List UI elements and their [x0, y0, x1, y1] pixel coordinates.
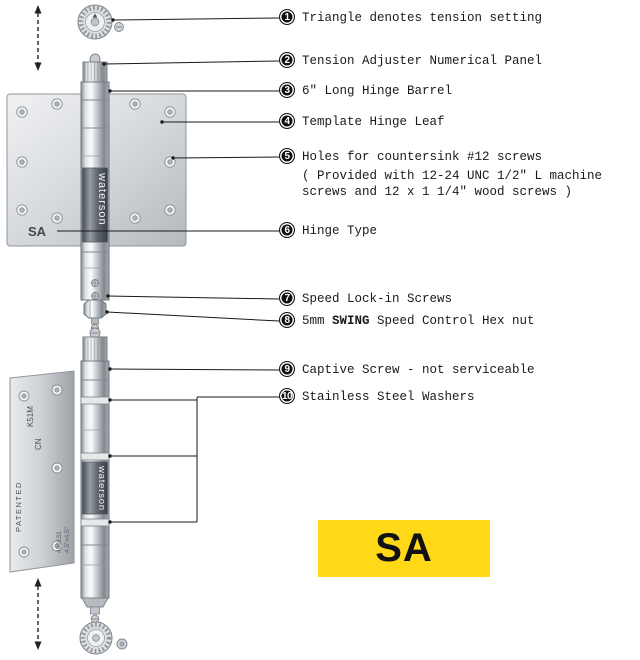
callout-7-label: Speed Lock-in Screws	[302, 292, 453, 306]
callout-2-label: Tension Adjuster Numerical Panel	[302, 54, 543, 68]
brand-logo-top: waterson	[96, 173, 108, 226]
callout-1-number: 1	[279, 9, 295, 25]
callout-8	[279, 312, 535, 331]
callout-6-number: 6	[279, 222, 295, 238]
hex-nut	[84, 300, 106, 318]
callout-2-number: 2	[279, 52, 295, 68]
top-hinge-barrel	[81, 54, 109, 332]
callout-4-number: 4	[279, 113, 295, 129]
callout-8-number: 8	[279, 312, 295, 328]
callout-9-number: 9	[279, 361, 295, 377]
patented-text: PATENTED	[14, 481, 23, 532]
callout-7-number: 7	[279, 290, 295, 306]
hinge-type-marking: SA	[28, 224, 47, 239]
callout-2	[279, 52, 542, 71]
callout-9-label: Captive Screw - not serviceable	[302, 363, 535, 377]
callout-5-number: 5	[279, 148, 295, 164]
cert-text: 409131	[56, 531, 63, 553]
bottom-hinge-barrel	[81, 328, 109, 623]
tension-knob-top	[78, 5, 124, 39]
origin-text: CN	[34, 438, 43, 450]
callout-8-label: 5mm SWING Speed Control Hex nut	[302, 314, 535, 328]
bottom-hinge-leaf	[10, 371, 74, 572]
callout-5	[279, 148, 602, 200]
callout-6-label: Hinge Type	[302, 224, 378, 238]
callout-4	[279, 113, 445, 132]
callout-5-label: Holes for countersink #12 screws	[302, 150, 543, 164]
model-badge: SA	[318, 520, 490, 577]
callout-3-number: 3	[279, 82, 295, 98]
callout-10-label: Stainless Steel Washers	[302, 390, 475, 404]
callout-3	[279, 82, 452, 101]
callout-1-label: Triangle denotes tension setting	[302, 11, 543, 25]
model-text: K51M	[26, 406, 35, 427]
height-arrow-top	[35, 5, 42, 71]
callout-10-number: 10	[279, 388, 295, 404]
callout-5-note: ( Provided with 12-24 UNC 1/2" L machine screws and 12 x 1 1/4" wood screws )	[302, 169, 603, 199]
brand-logo-bottom: waterson	[96, 466, 107, 511]
height-arrow-bottom	[35, 578, 42, 650]
size-text: 4.5"x4.5"	[64, 527, 71, 553]
callout-10	[279, 388, 475, 407]
callout-4-label: Template Hinge Leaf	[302, 115, 445, 129]
callout-7	[279, 290, 452, 309]
bottom-hinge	[10, 328, 109, 623]
callout-6	[279, 222, 377, 241]
callout-3-label: 6" Long Hinge Barrel	[302, 84, 453, 98]
callout-1	[279, 9, 542, 28]
callout-9	[279, 361, 535, 380]
tension-knob-bottom	[80, 622, 127, 654]
